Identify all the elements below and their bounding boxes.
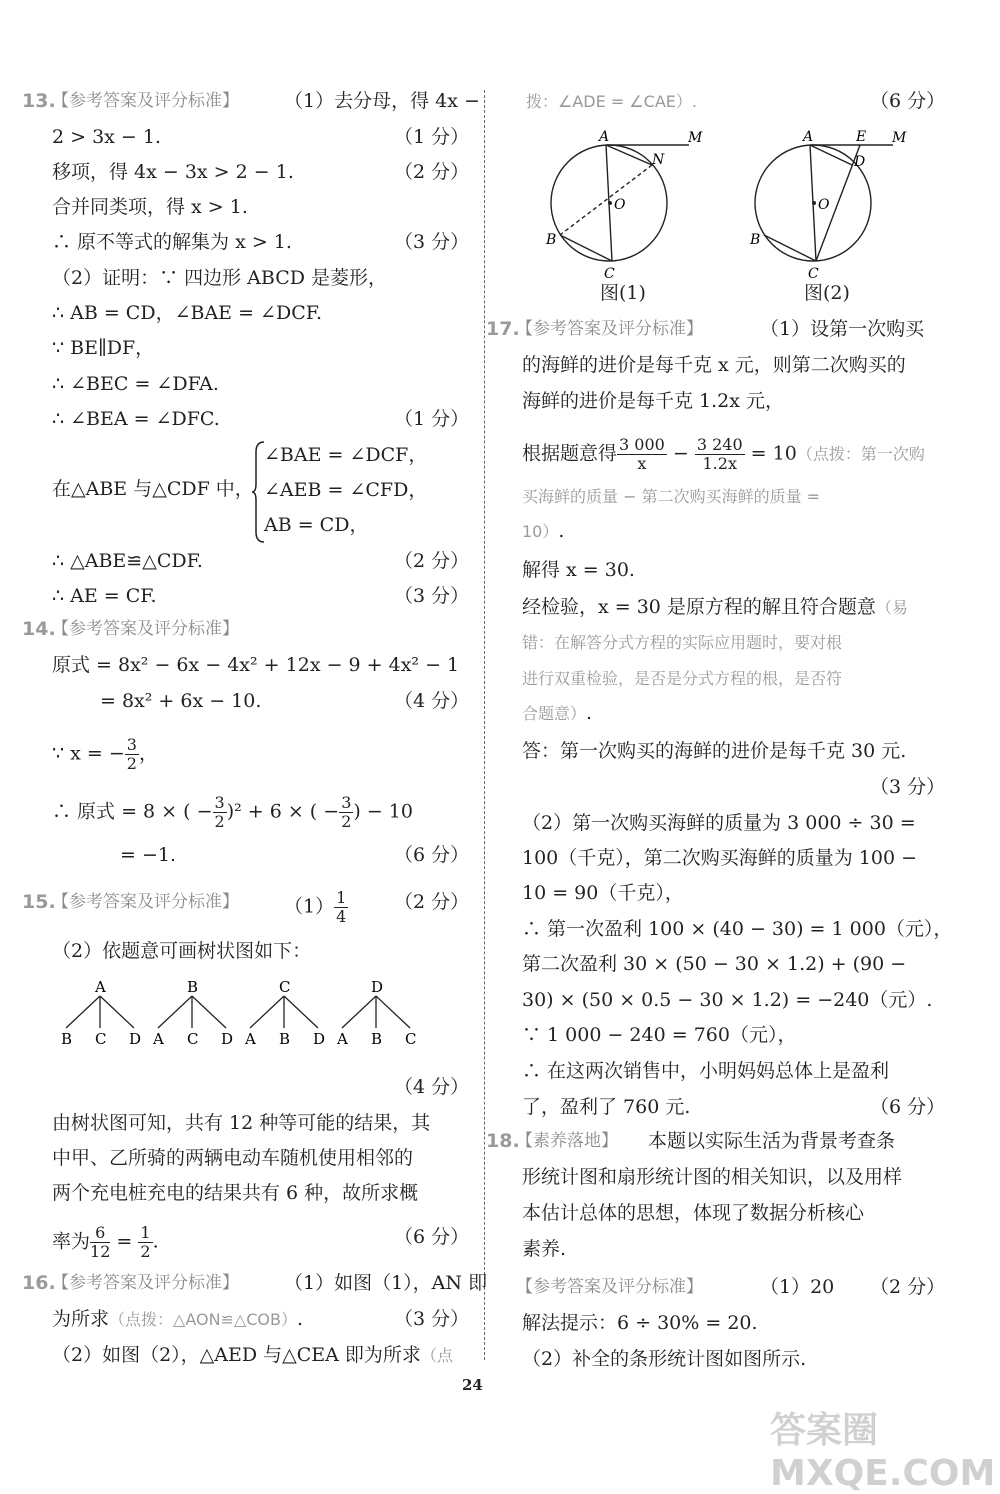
point-label: O (818, 197, 830, 213)
text-line: ∴ 第一次盈利 100 × (40 − 30) = 1 000（元）， (522, 918, 953, 940)
score: （3 分） (394, 1308, 470, 1330)
text-line: = 8x² + 6x − 10. (100, 690, 262, 712)
text-segment: . (558, 520, 565, 542)
watermark-logo: 答案圈 MXQE.COM (770, 1410, 996, 1494)
text-segment: ) − 10 (353, 800, 413, 823)
numerator: 3 (126, 735, 137, 754)
text-segment: = 10 (744, 442, 797, 465)
page-number: 24 (462, 1376, 483, 1394)
text-line (284, 889, 348, 926)
point-label: B (750, 232, 761, 248)
text-line: （2）补全的条形统计图如图所示. (522, 1348, 807, 1370)
score: （6 分） (394, 844, 470, 866)
text-line: ∴ AE = CF. (52, 585, 157, 607)
denominator: 4 (336, 907, 347, 926)
fraction (617, 436, 667, 473)
tree-root: B (187, 978, 199, 996)
text-line (522, 518, 564, 545)
text-line: ∴ △ABE≌△CDF. (52, 550, 203, 572)
text-line: （2）依题意可画树状图如下： (52, 940, 312, 962)
score: （1 分） (394, 408, 470, 430)
question-number: 14. (22, 618, 56, 640)
circle-figure-2 (748, 128, 918, 282)
tree-leaf: A (153, 1030, 164, 1048)
tree-leaf: D (313, 1030, 326, 1048)
point-label: E (856, 129, 867, 145)
score: （2 分） (394, 161, 470, 183)
text-segment: = (110, 1230, 139, 1253)
tree-diagram (48, 978, 428, 1058)
text-segment: 为所求 (52, 1308, 110, 1330)
figure-caption: 图(1) (600, 282, 646, 304)
denominator: 2 (126, 754, 137, 773)
text-line: 合并同类项，得 x > 1. (52, 196, 248, 218)
text-line: （1）去分母，得 4x − (284, 90, 480, 112)
numerator: 3 (341, 793, 352, 812)
point-label: B (546, 232, 557, 248)
point-label: C (808, 266, 819, 282)
answer-tag: 【参考答案及评分标准】 (52, 1273, 239, 1293)
hint-note: （易 (875, 598, 908, 617)
text-line: 由树状图可知，共有 12 种等可能的结果，其 (52, 1112, 431, 1134)
tree-leaf: B (61, 1030, 73, 1048)
question-number: 15. (22, 891, 56, 913)
text-segment: ∴ 原式 = 8 × ( − (52, 800, 213, 823)
text-line: 第二次盈利 30 × (50 − 30 × 1.2) + (90 − (522, 953, 907, 975)
text-line: （1）设第一次购买 (760, 318, 925, 340)
tree-leaf: A (245, 1030, 256, 1048)
fraction (138, 1224, 152, 1261)
fraction (339, 794, 353, 831)
hint-note: 错：在解答分式方程的实际应用题时，要对根 (522, 633, 843, 652)
brace-line: ∠BAE = ∠DCF， (264, 444, 428, 466)
text-line: 在△ABE 与△CDF 中， (52, 478, 254, 500)
score: （6 分） (870, 1096, 946, 1118)
question-number: 13. (22, 90, 56, 112)
text-segment: ∵ x = − (52, 742, 125, 765)
text-line: 解得 x = 30. (522, 559, 635, 581)
figure-caption: 图(2) (804, 282, 850, 304)
answer-tag: 【参考答案及评分标准】 (516, 319, 703, 339)
text-line: （2）第一次购买海鲜的质量为 3 000 ÷ 30 = (522, 812, 916, 834)
hint-note: 进行双重检验，是否是分式方程的根，是否符 (522, 669, 843, 688)
answer-tag: 【参考答案及评分标准】 (52, 91, 239, 111)
tree-root: C (279, 978, 291, 996)
hint-note: 买海鲜的质量 − 第二次购买海鲜的质量 = (522, 487, 821, 506)
tree-leaf: C (405, 1030, 417, 1048)
text-line: 解法提示：6 ÷ 30% = 20. (522, 1312, 758, 1334)
score: （1 分） (394, 126, 470, 148)
denominator: 2 (214, 812, 225, 831)
text-segment: 率为 (52, 1230, 91, 1253)
tree-branch (342, 996, 376, 1028)
text-line: 海鲜的进价是每千克 1.2x 元， (522, 390, 785, 412)
text-line: ∴ ∠BEC = ∠DFA. (52, 373, 219, 395)
score: （6 分） (870, 90, 946, 112)
fraction (90, 1224, 110, 1261)
text-line: （1）如图（1），AN 即 (284, 1272, 488, 1294)
numerator: 3 240 (696, 435, 743, 454)
numerator: 1 (140, 1223, 151, 1242)
text-segment: 根据题意得 (522, 442, 618, 465)
text-segment: . (152, 1230, 159, 1253)
fraction (334, 889, 348, 926)
score: （3 分） (870, 776, 946, 798)
text-line: 移项，得 4x − 3x > 2 − 1. (52, 161, 294, 183)
text-line: ∵ BE∥DF， (52, 337, 155, 359)
score: （6 分） (394, 1226, 470, 1248)
text-line: 了，盈利了 760 元. (522, 1096, 691, 1118)
fraction (695, 436, 745, 473)
numerator: 1 (336, 888, 347, 907)
tree-leaf: D (129, 1030, 142, 1048)
tree-leaf: A (337, 1030, 348, 1048)
column-divider (484, 90, 485, 1360)
text-segment: . (297, 1308, 304, 1330)
score: （2 分） (394, 891, 470, 913)
hint-note: （点拨：第一次购 (796, 444, 925, 464)
text-line: 2 > 3x − 1. (52, 126, 162, 148)
score: （3 分） (394, 231, 470, 253)
text-line (526, 88, 697, 115)
hint-note: （点拨：△AON≌△COB） (109, 1310, 298, 1329)
fraction (125, 736, 139, 773)
text-segment: 经检验，x = 30 是原方程的解且符合题意 (522, 596, 876, 618)
answer-tag: 【参考答案及评分标准】 (52, 892, 239, 912)
hint-note: 合题意） (522, 704, 587, 723)
score: （4 分） (394, 690, 470, 712)
text-line (522, 700, 592, 727)
text-line: ∴ AB = CD，∠BAE = ∠DCF. (52, 302, 323, 324)
text-line: 本估计总体的思想，体现了数据分析核心 (522, 1202, 865, 1224)
text-segment: . (586, 702, 593, 724)
text-line: ∴ ∠BEA = ∠DFC. (52, 408, 220, 430)
tree-branch (100, 996, 134, 1028)
point-label: M (892, 130, 907, 146)
score: （2 分） (870, 1276, 946, 1298)
tree-root: A (95, 978, 106, 996)
fraction (213, 794, 227, 831)
tree-root: D (371, 978, 384, 996)
tree-leaf: B (279, 1030, 291, 1048)
answer-tag: 【参考答案及评分标准】 (52, 619, 239, 639)
text-line: 原式 = 8x² − 6x − 4x² + 12x − 9 + 4x² − 1 (52, 654, 460, 676)
text-line: 素养. (522, 1238, 567, 1260)
text-line: （2）证明：∵ 四边形 ABCD 是菱形， (52, 267, 388, 289)
denominator: x (637, 454, 647, 473)
tree-leaf: C (95, 1030, 107, 1048)
denominator: 1.2x (702, 454, 737, 473)
text-line: ∴ 在这两次销售中，小明妈妈总体上是盈利 (522, 1060, 890, 1082)
text-line (522, 436, 925, 473)
denominator: 2 (341, 812, 352, 831)
denominator: 2 (140, 1242, 151, 1261)
tree-leaf: D (221, 1030, 234, 1048)
text-line (52, 736, 158, 773)
text-segment: （2）如图（2），△AED 与△CEA 即为所求 (52, 1344, 421, 1366)
text-line: = −1. (120, 844, 177, 866)
numerator: 6 (90, 1224, 110, 1243)
text-line: 答：第一次购买的海鲜的进价是每千克 30 元. (522, 740, 907, 762)
question-number: 18. (486, 1130, 520, 1152)
point-label: C (604, 266, 615, 282)
brace-line: AB = CD， (264, 514, 369, 536)
denominator: 12 (90, 1242, 111, 1261)
score: （2 分） (394, 550, 470, 572)
text-segment: )² + 6 × ( − (226, 800, 340, 823)
hint-note: （点 (420, 1346, 453, 1365)
text-line: 的海鲜的进价是每千克 x 元，则第二次购买的 (522, 354, 906, 376)
text-line (52, 1306, 303, 1333)
score: （3 分） (394, 585, 470, 607)
score: （4 分） (394, 1076, 470, 1098)
text-line: 10 = 90（千克）， (522, 882, 684, 904)
point-label: M (688, 130, 703, 146)
tree-branch (376, 996, 410, 1028)
text-line: ∵ 1 000 − 240 = 760（元）， (522, 1024, 797, 1046)
hint-note: 10） (522, 522, 559, 541)
tree-leaf: C (187, 1030, 199, 1048)
point-label: O (614, 197, 626, 213)
text-line: ∴ 原不等式的解集为 x > 1. (52, 231, 292, 253)
numerator: 3 (214, 793, 225, 812)
circle-figure-1 (544, 128, 714, 282)
question-number: 16. (22, 1272, 56, 1294)
point-label: A (599, 129, 610, 145)
text-line: 100（千克），第二次购买海鲜的质量为 100 − (522, 847, 918, 869)
tree-leaf: B (371, 1030, 383, 1048)
hint-note: 拨：∠ADE = ∠CAE）. (526, 92, 697, 111)
tree-branch (192, 996, 226, 1028)
tree-branch (250, 996, 284, 1028)
text-segment: （1） (284, 895, 335, 918)
numerator: 3 000 (619, 435, 665, 454)
text-line (52, 1224, 159, 1261)
tree-branch (66, 996, 100, 1028)
text-line (52, 794, 413, 831)
text-segment: − (666, 442, 695, 465)
text-line: 两个充电桩充电的结果共有 6 种，故所求概 (52, 1182, 419, 1204)
section-tag: 【素养落地】 (516, 1131, 618, 1151)
answer-tag: 【参考答案及评分标准】 (516, 1277, 703, 1297)
text-line: 形统计图和扇形统计图的相关知识，以及用样 (522, 1166, 903, 1188)
text-segment: ， (138, 742, 158, 765)
text-line: 30) × (50 × 0.5 − 30 × 1.2) = −240（元）. (522, 989, 933, 1011)
text-line: （1）20 (760, 1276, 835, 1298)
brace-line: ∠AEB = ∠CFD， (264, 479, 428, 501)
text-line: 本题以实际生活为背景考查条 (648, 1130, 896, 1152)
point-label: A (803, 129, 814, 145)
question-number: 17. (486, 318, 520, 340)
text-line: 中甲、乙所骑的两辆电动车随机使用相邻的 (52, 1147, 414, 1169)
tree-branch (284, 996, 318, 1028)
text-line (522, 594, 908, 621)
point-label: D (854, 154, 866, 170)
tree-branch (158, 996, 192, 1028)
text-line (52, 1342, 453, 1369)
point-label: N (652, 152, 665, 168)
